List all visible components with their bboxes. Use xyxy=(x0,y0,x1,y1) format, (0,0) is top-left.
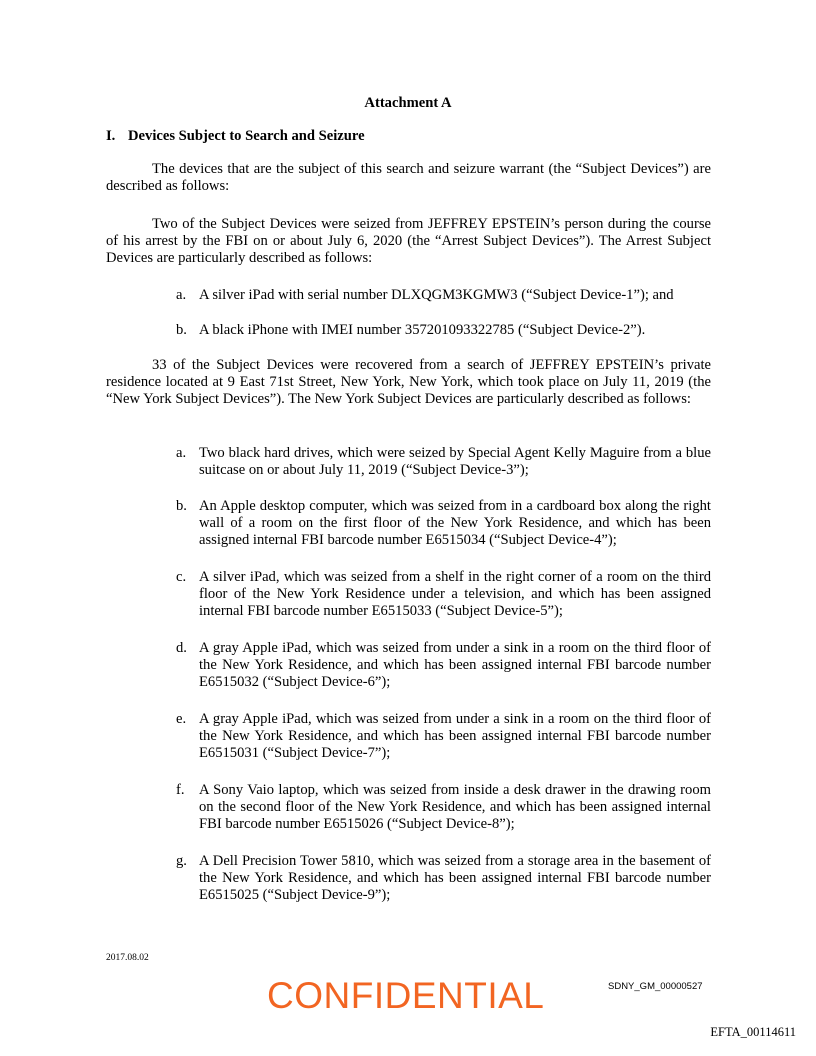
list-item xyxy=(176,640,711,691)
list-item xyxy=(176,322,711,339)
list-item-text: A silver iPad with serial number DLXQGM3KGMW3 (“Subject Device-1”); and xyxy=(199,287,674,303)
list-item-letter: d. xyxy=(176,640,187,656)
list-item xyxy=(176,287,711,304)
list-item-text: Two black hard drives, which were seized by Special Agent Kelly Maguire from a blue suitcase on or about July 11, 2019 (“Subject Device-3”); xyxy=(199,445,711,478)
list-item xyxy=(176,498,711,549)
list-item-letter: f. xyxy=(176,782,185,798)
list-item-text: An Apple desktop computer, which was seized from in a cardboard box along the right wall of a room on the first floor of the New York Residence, and which has been assigned internal FBI barcode number E6515034 (“Subject Device-4”); xyxy=(199,498,711,548)
list-item xyxy=(176,711,711,762)
confidential-stamp: CONFIDENTIAL xyxy=(267,975,545,1016)
section-heading-text: Devices Subject to Search and Seizure xyxy=(128,128,365,144)
list-item-letter: b. xyxy=(176,498,187,514)
arrest-devices-paragraph: Two of the Subject Devices were seized from JEFFREY EPSTEIN’s person during the course of his arrest by the FBI on or about July 6, 2020 (the “Arrest Subject Devices”). The Arrest Subject Devices are particularly described as follows: xyxy=(106,216,711,266)
section-heading xyxy=(106,128,365,145)
list-item-text: A gray Apple iPad, which was seized from under a sink in a room on the third floor of the New York Residence, and which has been assigned internal FBI barcode number E6515032 (“Subject Device-6”); xyxy=(199,640,711,690)
list-item-text: A gray Apple iPad, which was seized from under a sink in a room on the third floor of the New York Residence, and which has been assigned internal FBI barcode number E6515031 (“Subject Device-7”); xyxy=(199,711,711,761)
document-title: Attachment A xyxy=(364,95,452,111)
list-item-letter: a. xyxy=(176,287,187,303)
list-item-letter: a. xyxy=(176,445,187,461)
section-number: I. xyxy=(106,128,116,144)
efta-number: EFTA_00114611 xyxy=(710,1025,796,1039)
list-item-letter: c. xyxy=(176,569,187,585)
list-item xyxy=(176,853,711,904)
ny-devices-paragraph: 33 of the Subject Devices were recovered from a search of JEFFREY EPSTEIN’s private residence located at 9 East 71st Street, New York, New York, which took place on July 11, 2019 (the “New York Subject Devices”). The New York Subject Devices are particularly described as follows: xyxy=(106,357,711,407)
list-item-text: A Dell Precision Tower 5810, which was seized from a storage area in the basement of the New York Residence, and which has been assigned internal FBI barcode number E6515025 (“Subject Device-9”); xyxy=(199,853,711,903)
bates-number: SDNY_GM_00000527 xyxy=(608,981,703,992)
list-item-letter: g. xyxy=(176,853,187,869)
list-item-text: A Sony Vaio laptop, which was seized from inside a desk drawer in the drawing room on the second floor of the New York Residence, and which has been assigned internal FBI barcode number E6515026 (“Subject Device-8”); xyxy=(199,782,711,832)
list-item xyxy=(176,569,711,620)
footer-date-code: 2017.08.02 xyxy=(106,953,149,963)
list-item xyxy=(176,782,711,833)
list-item-letter: b. xyxy=(176,322,187,338)
list-item-text: A black iPhone with IMEI number 357201093322785 (“Subject Device-2”). xyxy=(199,322,646,338)
list-item-text: A silver iPad, which was seized from a shelf in the right corner of a room on the third floor of the New York Residence under a television, and which has been assigned internal FBI barcode number E6515033 (“Subject Device-5”); xyxy=(199,569,711,619)
intro-paragraph: The devices that are the subject of this search and seizure warrant (the “Subject Devices”) are described as follows: xyxy=(106,161,711,194)
list-item-letter: e. xyxy=(176,711,187,727)
list-item xyxy=(176,445,711,479)
